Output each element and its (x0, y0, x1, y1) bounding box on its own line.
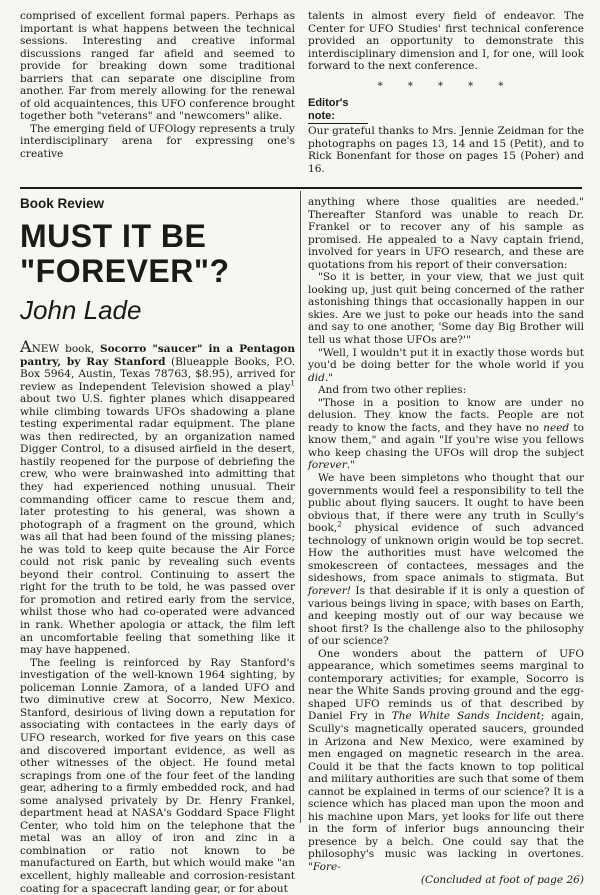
review-heading-block (20, 196, 298, 324)
article-paragraph: One wonders about the pattern of UFO appearance, which sometimes seems marginal to contemporary activities; for example, Socorro is near the White Sands proving ground and the egg-shaped UFO reminds us of that described by Daniel Fry in The White Sands Incident; again, Scully's magnetically operated saucers, grounded in Arizona and New Mexico, were examined by men engaged on magnetic research in the area. Could it be that the facts known to top political and military authorities are such that some of them cannot be explained in terms of our science? It is a science which has placed man upon the moon and his machine upon Mars, yet looks for life out there in the form of inferior bugs announcing their presence by a belch. One could say that the philosophy's music was lacking in overtones. "Fore- (308, 647, 585, 873)
footnote-ref: 2 (337, 520, 342, 529)
article-paragraph: ANEW book, Socorro "saucer" in a Pentagon pantry, by Ray Stanford (Blueapple Books, P.O. Box 5964, Austin, Texas 78763, $8.95), arrived for review as Independent Television showed a play$^1$ about two U.S. fighter planes which disappeared while climbing towards UFOs shadowing a plane testing experimental radar equipment. The plane was then redirected, by an organization named Digger Control, to a disused airfield in the desert, hastily reopened for the purpose of debriefing the crew, who were brainwashed into admitting that they had experienced nothing unusual. Their commanding officer came to rescue them and, later protesting to his general, was shown a photograph of a fragment on the ground, which was all that had been found of the missing planes; he was told to keep quite because the Air Force could not risk panic by revealing such events beyond their control. Continuing to assert the right for the truth to be told, he was passed over for promotion and retired early from the service, whilst those who had co-operated were advanced in rank. Whether apologia or attack, the film left an uncomfortable feeling that something like it may have happened. (20, 337, 295, 657)
article-title (20, 219, 298, 289)
article-paragraph: "Those in a position to know are under no delusion. They know the facts. People are not ready to know the facts, and they have no need to know them," and again "If you're wise you fellows who keep chasing the UFOs will drop the subject forever." (308, 396, 584, 472)
editors-note-text: Our grateful thanks to Mrs. Jennie Zeidman for the photographs on pages 13, 14 and 15 (Petit), and to Rick Bonenfant for those on pages 15 (Poher) and 16. (308, 125, 584, 176)
intro-paragraph: The emerging field of UFOlogy represents a truly interdisciplinary arena for expressing one's creative (20, 122, 295, 161)
section-kicker: Book Review (20, 196, 105, 211)
column-divider (300, 191, 301, 823)
article-title-line: MUST IT BE (20, 218, 207, 254)
article-paragraph: "So it is better, in your view, that we just quit looking up, just quit being concerned of the rather astonishing things that occasionally happen in our skies. Are we just to poke our heads into the sand and say to one another, 'Some day Big Brother will tell us what those UFOs are?'" (308, 271, 584, 347)
drop-cap: A (20, 337, 32, 356)
article-paragraph: And from two other replies: (318, 384, 467, 397)
article-title-line: "FOREVER"? (20, 253, 230, 289)
article-column-left (20, 337, 295, 895)
continuation-note: (Concluded at foot of page 26) (420, 873, 584, 886)
article-paragraph: The feeling is reinforced by Ray Stanford's investigation of the well-known 1964 sighting, by policeman Lonnie Zamora, of a landed UFO and two diminutive crew at Socorro, New Mexico. Stanford, desirious of living down a reputation for associating with contactees in the early days of UFO research, worked for five years on this case and discovered important evidence, as well as other witnesses of the object. He found metal scrapings from one of the four feet of the landing gear, adhering to a firmly embedded rock, and had some analysed privately by Dr. Henry Frankel, department head at NASA's Goddard Space Flight Center, who told him on the telephone that the metal was an alloy of iron and zinc in a combination or ratio not known to be manufactured on Earth, but which would make "an excellent, highly malleable and corrosion-resistant coating for a spacecraft landing gear, or for about (20, 656, 295, 895)
footnote-ref: 1 (290, 379, 295, 388)
section-divider-rule (20, 187, 582, 189)
section-separator-stars: * * * * * (377, 80, 515, 92)
book-title: Socorro "saucer" in a Pentagon pantry, by Ray Stanford (20, 343, 295, 368)
author-byline: John Lade (20, 295, 142, 325)
intro-column-right (308, 10, 584, 176)
article-paragraph: anything where those qualities are needed." Thereafter Stanford was unable to reach Dr. Frankel or to recover any of his sample as promised. He appealed to a Navy captain friend, involved for years in UFO research, and these are quotations from his report of their conversation: (308, 196, 584, 271)
article-paragraph: We have been simpletons who thought that our governments would feel a responsibility to tell the public about flying saucers. It ought to have been obvious that, if there were any truth in Scully's book,$^2$ physical evidence of such advanced technology of unknown origin would be top secret. How the authorities must have welcomed the smokescreen of contactees, messages and the sideshows, from space animals to stigmata. But forever! Is that desirable if it is only a question of various beings living in space, with bases on Earth, and keeping mostly out of our way because we shoot first? Is the challenge also to the philosophy of our science? (308, 472, 584, 648)
article-column-right (308, 196, 584, 886)
intro-paragraph: talents in almost every field of endeavor. The Center for UFO Studies' first technical conference provided an opportunity to demonstrate this interdisciplinary dimension and I, for one, will look forward to the next conference. (308, 10, 584, 73)
intro-column-left (20, 10, 295, 161)
intro-paragraph: comprised of excellent formal papers. Perhaps as important is what happens between the technical sessions. Interesting and creative informal discussions ranged far afield and seemed to provide for breaking down some traditional barriers that can separate one discipline from another. Far from merely allowing for the renewal of old acquaintences, this UFO conference brought together both "veterans" and "newcomers" alike. (20, 10, 295, 123)
article-paragraph: "Well, I wouldn't put it in exactly those words but you'd be doing better for the whole world if you did." (308, 346, 584, 384)
editors-note-heading: Editor's note: (308, 97, 368, 124)
